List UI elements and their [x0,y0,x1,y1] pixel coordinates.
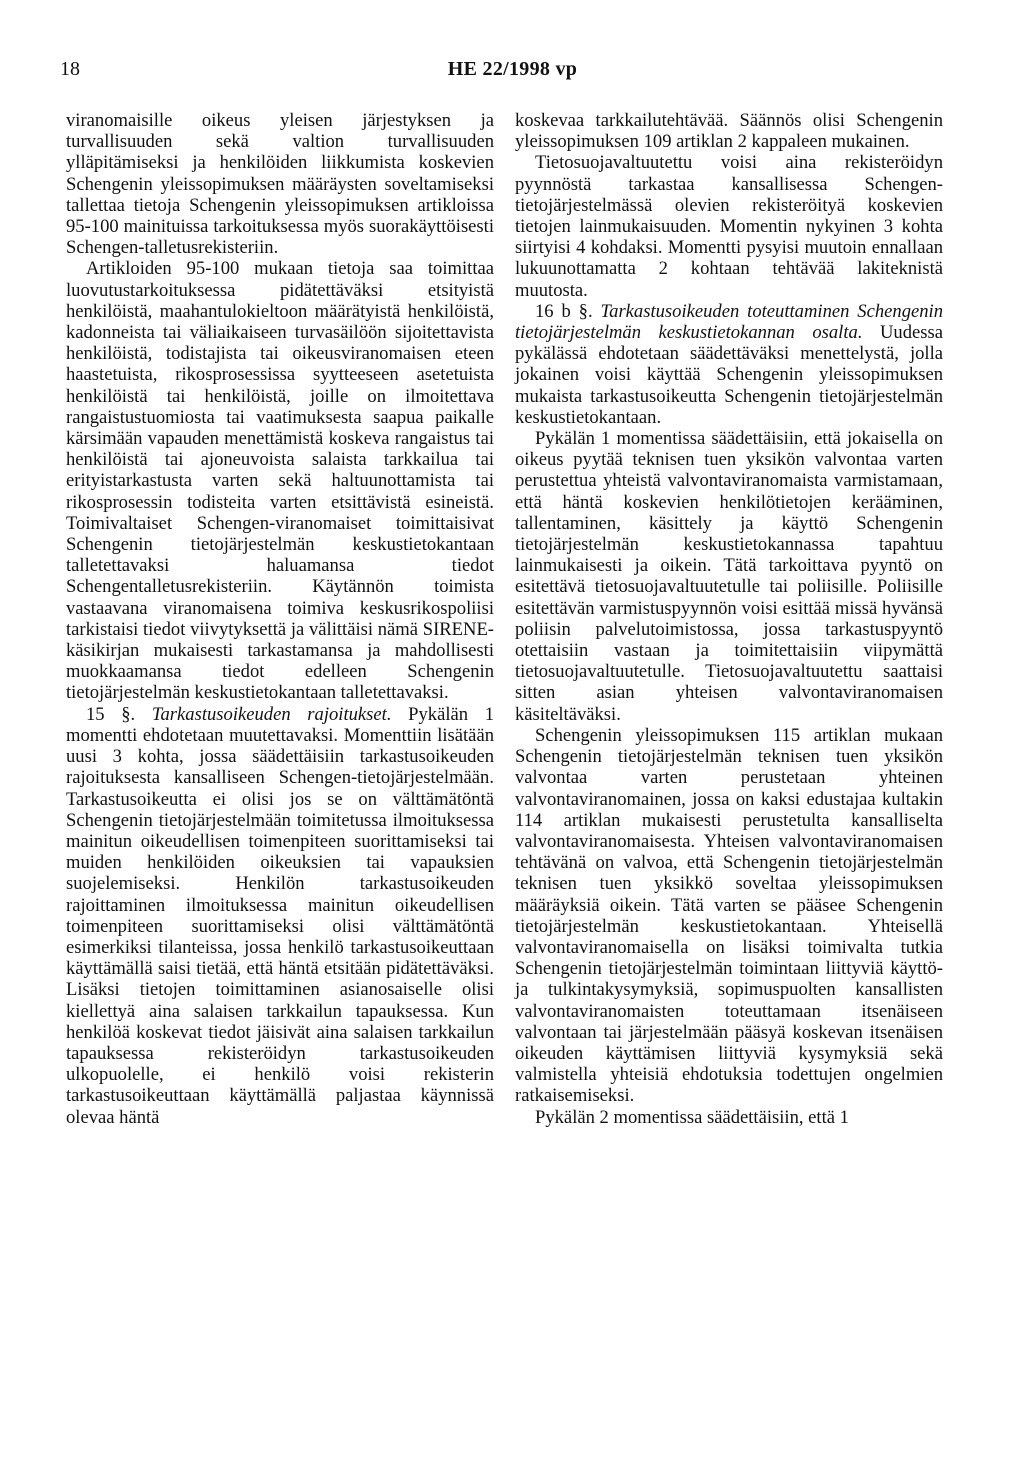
left-column [66,110,494,1128]
section-title: Tarkastusoikeuden rajoitukset. [151,703,392,725]
section-number: 16 b §. [535,300,601,322]
paragraph: Tietosuojavaltuutettu voisi aina rekisteröidyn pyynnöstä tarkastaa kansallisessa Schengen-tietojärjestelmässä olevien rekisteröityä koskevien tietojen lainmukaisuuden. Momentin nykyinen 3 kohta siirtyisi 4 kohdaksi. Momentti pysyisi muutoin ennallaan lukuunottamatta 2 kohtaan tehtävää lakiteknistä muutosta. [515,152,943,301]
document-id: HE 22/1998 vp [447,58,578,80]
paragraph: Artikloiden 95-100 mukaan tietoja saa toimittaa luovutustarkoituksessa pidätettäväksi etsityistä henkilöistä, maahantulokieltoon määrätyistä henkilöistä, kadonneista tai väliaikaiseen turvasäilöön sijoitettavista henkilöistä, todistajista tai oikeusviranomaisen eteen haastetuista, rikosprosessissa syytteeseen asetetuista henkilöistä tai henkilöistä, joille on ilmoitettava rangaistustuomiosta tai vaatimuksesta saapua paikalle kärsimään vapauden menettämistä koskeva rangaistus tai henkilöistä tai ajoneuvoista salaista tarkkailua tai erityistarkastusta varten sekä haltuunottamista tai rikosprosessin todisteita varten etsittävistä esineistä. Toimivaltaiset Schengen-viranomaiset toimittaisivat Schengenin tietojärjestelmän keskustietokantaan talletettavaksi haluamansa tiedot Schengentalletusrekisteriin. Käytännön toimista vastaavana viranomaisena toimiva keskusrikospoliisi tarkistaisi tiedot viivytyksettä ja välittäisi nämä SIRENE-käsikirjan mukaisesti tarkastamansa ja mahdollisesti muokkaamansa tiedot edelleen Schengenin tietojärjestelmän keskustietokantaan talletettavaksi. [66,258,494,704]
paragraph: Pykälän 2 momentissa säädettäisiin, että 1 [535,1106,849,1128]
paragraph: viranomaisille oikeus yleisen järjestyksen ja turvallisuuden sekä valtion turvallisuuden ylläpitämiseksi ja henkilöiden liikkumista koskevien Schengenin yleissopimuksen määräysten soveltamiseksi tallettaa tietoja Schengenin yleissopimuksen artikloissa 95-100 mainituissa tarkoituksessa myös suorakäyttöisesti Schengen-talletusrekisteriin. [66,110,494,259]
paragraph: koskevaa tarkkailutehtävää. Säännös olisi Schengenin yleissopimuksen 109 artiklan 2 kappaleen mukainen. [515,110,943,153]
section-text: Pykälän 1 momentti ehdotetaan muutettavaksi. Momenttiin lisätään uusi 3 kohta, jossa säädettäisiin tarkastusoikeuden rajoituksesta kansalliseen Schengen-tietojärjestelmään. Tarkastusoikeutta ei olisi jos se on välttämätöntä Schengenin tietojärjestelmään toimitetussa ilmoituksessa mainitun oikeudellisen toimenpiteen suorittamiseksi tai muiden henkilöiden oikeuksien tai vapauksien suojelemiseksi. Henkilön tarkastusoikeuden rajoittaminen ilmoituksessa mainitun oikeudellisen toimenpiteen suorittamiseksi olisi välttämätöntä esimerkiksi tilanteissa, jossa henkilö tarkastusoikeuttaan käyttämällä saisi tietää, että häntä etsitään pidätettäväksi. Lisäksi tietojen toimittaminen asianosaiselle olisi kiellettyä aina salaisen tarkkailun tapauksessa. Kun henkilöä koskevat tiedot jäisivät aina salaisen tarkkailun tapauksessa rekisteröidyn tarkastusoikeuden ulkopuolelle, ei henkilö voisi rekisterin tarkastusoikeuttaan käyttämällä paljastaa käynnissä olevaa häntä [66,703,495,1128]
page-header [60,58,965,88]
paragraph: Schengenin yleissopimuksen 115 artiklan mukaan Schengenin tietojärjestelmän teknisen tuen yksikön valvontaa varten perustetaan yhteinen valvontaviranomainen, jossa on kaksi edustajaa kultakin 114 artiklan mukaisesti perustetulta kansalliselta valvontaviranomaisesta. Yhteisen valvontaviranomaisen tehtävänä on valvoa, että Schengenin tietojärjestelmän teknisen tuen yksikkö soveltaa yleissopimuksen määräyksiä oikein. Tätä varten se pääsee Schengenin tietojärjestelmän keskustietokantaan. Yhteisellä valvontaviranomaisella on lisäksi toimivalta tutkia Schengenin tietojärjestelmän toimintaan liittyviä käyttö- ja tulkintakysymyksiä, sopimuspuolten kansallisten valvontaviranomaisten toteuttamaan itsenäiseen valvontaan tai järjestelmään pääsyä koskevan itsenäisen oikeuden käyttämisen liittyviä kysymyksiä sekä valmistella yhteisiä ehdotuksia todettujen ongelmien ratkaisemiseksi. [515,724,943,1107]
section-15-paragraph [66,704,494,1128]
section-title: Tarkastusoikeuden toteuttaminen Schengenin tietojärjestelmän keskustietokannan osalta. [515,300,944,344]
section-number: 15 §. [86,703,152,725]
section-16b-paragraph [515,301,943,428]
page-number: 18 [60,58,80,80]
right-column [515,110,943,1128]
section-text: Uudessa pykälässä ehdotetaan säädettäväksi menettelystä, jolla jokainen voisi käyttää Schengenin yleissopimuksen mukaista tarkastusoikeutta Schengenin tietojärjestelmän keskustietokantaan. [515,322,943,428]
paragraph: Pykälän 1 momentissa säädettäisiin, että jokaisella on oikeus pyytää teknisen tuen yksikön valvontaa varten perustettua yhteistä valvontaviranomaista varmistamaan, että häntä koskevien henkilötietojen kerääminen, tallentaminen, käsittely ja käyttö Schengenin tietojärjestelmän keskustietokannassa tapahtuu lainmukaisesti ja oikein. Tätä tarkoittava pyyntö on esitettävä tietosuojavaltuutetulle tai poliisille. Poliisille esitettävän varmistuspyynnön voisi esittää missä hyvänsä poliisin palvelutoimistossa, jossa tarkastuspyyntö otettaisiin vastaan ja toimitettaisiin viipymättä tietosuojavaltuutetulle. Tietosuojavaltuutettu saattaisi sitten asian yhteisen valvontaviranomaisen käsiteltäväksi. [515,428,943,725]
